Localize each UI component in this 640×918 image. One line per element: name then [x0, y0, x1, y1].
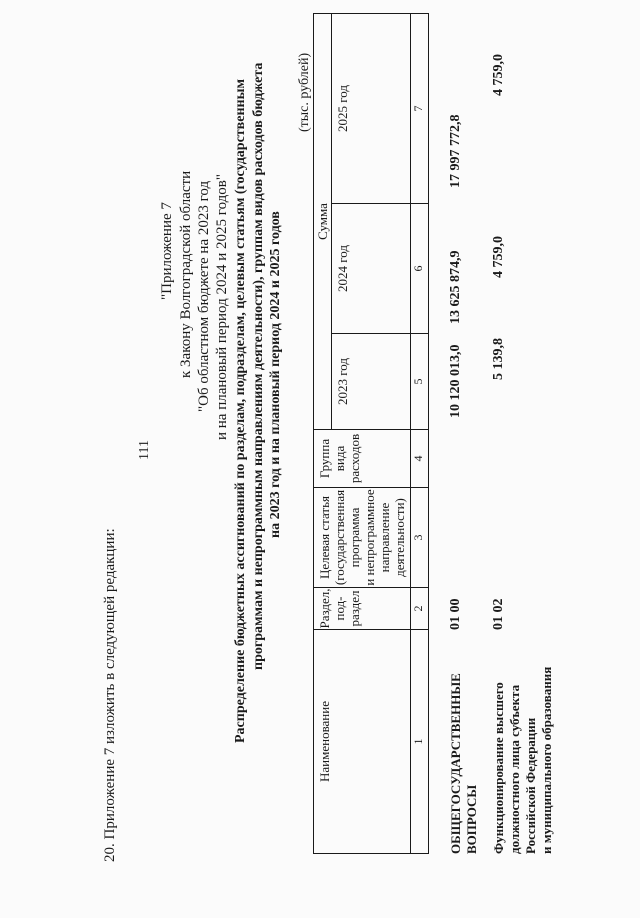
- law-line-2: "Об областном бюджете на 2023 год: [196, 180, 212, 412]
- header-2024: 2024 год: [332, 204, 411, 334]
- law-line-3: и на плановый период 2024 и 2025 годов": [214, 174, 230, 440]
- header-2025: 2025 год: [332, 14, 411, 204]
- row-code: 01 02: [491, 598, 506, 630]
- header-section: Раздел, под- раздел: [314, 588, 411, 630]
- intro-text: 20. Приложение 7 изложить в следующей редакции:: [102, 528, 118, 862]
- row-value-2023: 10 120 013,0: [448, 344, 463, 418]
- title-line-1: Распределение бюджетных ассигнований по разделам, подразделам, целевым статьям (государственным: [233, 78, 248, 743]
- header-2023: 2023 год: [332, 334, 411, 430]
- units-label: (тыс. рублей): [297, 52, 312, 132]
- row-value-2023: 5 139,8: [491, 338, 506, 380]
- title-line-2: программам и непрограммным направлениям деятельности), группам видов расходов бюджета: [251, 62, 266, 670]
- law-line-1: к Закону Волгоградской области: [178, 170, 194, 378]
- col-number: 6: [411, 204, 429, 334]
- col-number: 1: [411, 630, 429, 854]
- row-name: Функционирование высшего должностного лица субъекта Российской Федерации и муниципального образования: [491, 666, 554, 854]
- row-value-2025: 4 759,0: [491, 54, 506, 96]
- row-name: ОБЩЕГОСУДАРСТВЕННЫЕ ВОПРОСЫ: [448, 673, 479, 854]
- col-number: 7: [411, 14, 429, 204]
- col-number: 3: [411, 488, 429, 588]
- col-number: 4: [411, 430, 429, 488]
- row-value-2024: 4 759,0: [491, 236, 506, 278]
- budget-table-header: [313, 13, 429, 854]
- row-value-2024: 13 625 874,9: [448, 250, 463, 324]
- header-target: Целевая статья (государственная программа и непрограммное направление деятельности): [314, 488, 411, 588]
- col-number: 5: [411, 334, 429, 430]
- title-line-3: на 2023 год и на плановый период 2024 и 2025 годов: [268, 211, 283, 538]
- row-value-2025: 17 997 772,8: [448, 114, 463, 188]
- appendix-label: "Приложение 7: [159, 202, 175, 300]
- page-number: 111: [137, 440, 152, 460]
- row-code: 01 00: [448, 598, 463, 630]
- col-number: 2: [411, 588, 429, 630]
- header-name: Наименование: [314, 630, 411, 854]
- header-sum: Сумма: [314, 14, 332, 430]
- header-group: Группа вида расходов: [314, 430, 411, 488]
